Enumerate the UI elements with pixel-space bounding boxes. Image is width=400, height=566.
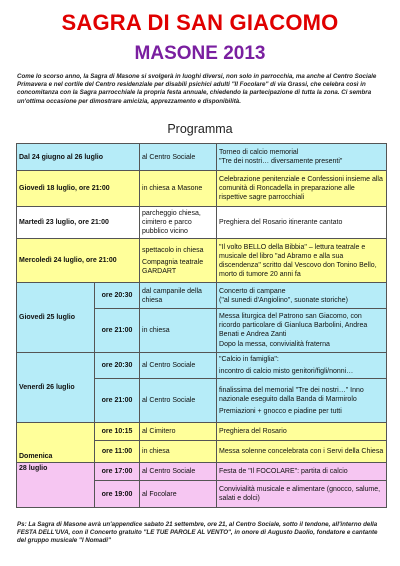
row-event: Preghiera del Rosario itinerante cantato (217, 207, 387, 239)
program-table (16, 143, 387, 508)
row-place: dal campanile della chiesa (140, 283, 217, 309)
table-row (17, 463, 387, 481)
table-row (17, 144, 387, 171)
row-date: Venerdì 26 luglio (17, 353, 95, 423)
row-event: Celebrazione penitenziale e Confessioni insieme alla comunità di Roncadella in preparazione alle rispettive sagre parrocchiali (217, 171, 387, 207)
row-event: "Il volto BELLO della Bibbia" – lettura teatrale e musicale del libro "ad Abramo e alla sua discendenza" scritto dal Vescovo don Tonino Bello, morto di tumore 20 anni fa (217, 239, 387, 283)
row-place: parcheggio chiesa, cimitero e parco pubblico vicino (140, 207, 217, 239)
row-event: Messa solenne concelebrata con i Servi della Chiesa (217, 441, 387, 463)
row-time: ore 20:30 (95, 353, 140, 379)
row-event (217, 353, 387, 379)
table-row (17, 283, 387, 309)
event-line: Messa liturgica del Patrono san Giacomo, con ricordo particolare di Gianluca Barbolini, Andrea Benati e Andrea Zanti (219, 313, 368, 338)
place-line: spettacolo in chiesa (142, 246, 204, 254)
row-event: Convivialità musicale e alimentare (gnocco, salume, salati e dolci) (217, 481, 387, 508)
row-date: Domenica (17, 423, 95, 463)
row-event (217, 379, 387, 423)
row-time: ore 20:30 (95, 283, 140, 309)
row-time: ore 10:15 (95, 423, 140, 441)
row-time: ore 17:00 (95, 463, 140, 481)
event-line: Premiazioni + gnocco e piadine per tutti (219, 407, 342, 415)
place-line: Compagnia teatrale GARDART (142, 258, 204, 275)
row-event: Preghiera del Rosario (217, 423, 387, 441)
table-row (17, 207, 387, 239)
event-line: Dopo la messa, convivialità fraterna (219, 341, 330, 348)
row-place: in chiesa (140, 309, 217, 353)
row-date: Martedì 23 luglio, ore 21:00 (17, 207, 140, 239)
table-row (17, 171, 387, 207)
row-time: ore 21:00 (95, 309, 140, 353)
table-row (17, 423, 387, 441)
table-row (17, 353, 387, 379)
row-place: al Cimitero (140, 423, 217, 441)
event-line: finalissima del memorial "Tre dei nostri…" Inno nazionale eseguito dalla Banda di Marmirolo (219, 386, 364, 403)
row-date: Giovedì 25 luglio (17, 283, 95, 353)
table-row (17, 239, 387, 283)
row-date: Mercoledì 24 luglio, ore 21:00 (17, 239, 140, 283)
row-place (140, 239, 217, 283)
event-line: incontro di calcio misto genitori/figli/nonni… (219, 368, 354, 375)
row-event (217, 309, 387, 353)
row-place: al Centro Sociale (140, 463, 217, 481)
intro-paragraph: Come lo scorso anno, la Sagra di Masone si svolgerà in luoghi diversi, non solo in parrocchia, ma anche al Centro Sociale Primavera e nel cortile del Centro residenziale per disabili psichici adulti "Il Focolare" di via Grassi, che celebra così in concomitanza con la Sagra parrocchiale la propria festa annuale, chiedendo la partecipazione di tutta la zona. Ci sembra un'ottima occasione per dimostrare amicizia, apprezzamento e disponibilità. (17, 73, 377, 105)
row-place: al Focolare (140, 481, 217, 508)
row-place: al Centro Sociale (140, 353, 217, 379)
row-event (217, 283, 387, 309)
row-time: ore 19:00 (95, 481, 140, 508)
row-place: in chiesa (140, 441, 217, 463)
row-time: ore 11:00 (95, 441, 140, 463)
event-line: "Tre dei nostri… diversamente presenti" (219, 158, 343, 165)
row-date: Giovedì 18 luglio, ore 21:00 (17, 171, 140, 207)
event-line: Concerto di campane (219, 287, 286, 295)
event-line: "Calcio in famiglia": (219, 356, 279, 363)
row-place: in chiesa a Masone (140, 171, 217, 207)
row-date: Dal 24 giugno al 26 luglio (17, 144, 140, 171)
page-title: SAGRA DI SAN GIACOMO (61, 10, 339, 35)
postscript: Ps: La Sagra di Masone avrà un'appendice sabato 21 settembre, ore 21, al Centro Sociale, sotto il tendone, all'interno della FESTA DELL'UVA, con il Concerto gratuito "LE TUE PAROLE AL VENTO", in onore di Augusto Daolio, fondatore e cantante del gruppo musicale "I Nomadi" (17, 521, 378, 545)
event-line: Torneo di calcio memorial (219, 149, 299, 156)
row-event: Festa de "Il FOCOLARE": partita di calcio (217, 463, 387, 481)
programma-heading: Programma (167, 122, 233, 136)
row-place: al Centro Sociale (140, 379, 217, 423)
page-subtitle: MASONE 2013 (134, 43, 266, 64)
row-time: ore 21:00 (95, 379, 140, 423)
row-place: al Centro Sociale (140, 144, 217, 171)
row-date: 28 luglio (17, 463, 95, 508)
row-event (217, 144, 387, 171)
event-line: ("al sunedi d'Angiolino", suonate storiche) (219, 296, 348, 304)
